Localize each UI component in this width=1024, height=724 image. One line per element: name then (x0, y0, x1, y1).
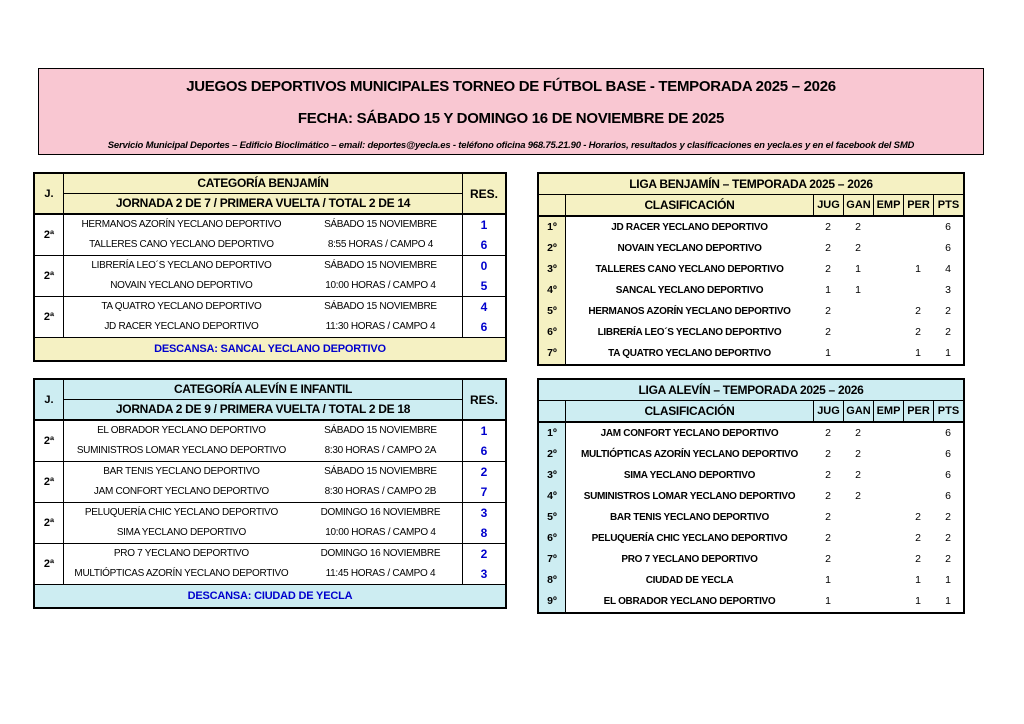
away-team-name: SIMA YECLANO DEPORTIVO (116, 527, 246, 538)
away-team-name: JD RACER YECLANO DEPORTIVO (104, 321, 259, 332)
match-line-away (64, 276, 462, 296)
away-score: 5 (480, 279, 488, 293)
alevin-league-body (539, 423, 963, 612)
alevin-matches-body (35, 421, 505, 585)
stat-per-cell: 1 (915, 595, 921, 607)
stat-gan-cell: 2 (855, 448, 861, 460)
stat-header-jug: JUG (813, 195, 843, 215)
team-name-cell: NOVAIN YECLANO DEPORTIVO (617, 243, 762, 254)
match-jornada-cell: 2ª (35, 421, 64, 461)
match-result (462, 503, 505, 543)
match-table-header (35, 380, 505, 421)
stat-jug-cell: 2 (825, 448, 831, 460)
category-title: CATEGORÍA ALEVÍN E INFANTIL (64, 380, 462, 400)
stat-header-gan: GAN (843, 401, 873, 421)
clasificacion-header: CLASIFICACIÓN (566, 401, 813, 421)
team-name-cell: JAM CONFORT YECLANO DEPORTIVO (600, 428, 779, 439)
stat-jug-cell: 2 (825, 427, 831, 439)
stat-jug-cell: 2 (825, 490, 831, 502)
match-row (35, 215, 505, 256)
stat-per-cell: 1 (915, 263, 921, 275)
match-jornada-cell: 2ª (35, 544, 64, 584)
league-row (539, 591, 963, 612)
stat-pts-cell: 2 (945, 511, 951, 523)
match-time-field: 8:55 HORAS / CAMPO 4 (327, 239, 433, 250)
stat-pts-cell: 2 (945, 305, 951, 317)
match-jornada-cell: 2ª (35, 215, 64, 255)
match-result (462, 215, 505, 255)
match-line-home (64, 256, 462, 276)
away-team-name: NOVAIN YECLANO DEPORTIVO (110, 280, 253, 291)
match-time-field: 10:00 HORAS / CAMPO 4 (325, 527, 436, 538)
away-score: 3 (480, 567, 488, 581)
match-time-field: 11:30 HORAS / CAMPO 4 (325, 321, 436, 332)
stat-jug-cell: 2 (825, 511, 831, 523)
league-table-header (539, 195, 963, 217)
stat-header-pts: PTS (933, 195, 963, 215)
match-line-away (64, 482, 462, 502)
stat-per-cell: 2 (915, 511, 921, 523)
stat-per-cell: 2 (915, 305, 921, 317)
home-score: 1 (480, 424, 488, 438)
stat-emp-cell (873, 465, 903, 486)
match-detail (64, 462, 462, 502)
res-column-header: RES. (462, 380, 505, 419)
match-line-home (64, 544, 462, 564)
stat-gan-cell: 2 (855, 221, 861, 233)
stat-emp-cell (873, 444, 903, 465)
match-time-field: 8:30 HORAS / CAMPO 2B (324, 486, 437, 497)
stat-per-cell: 2 (915, 532, 921, 544)
position-cell: 1º (539, 423, 566, 444)
match-line-home (64, 462, 462, 482)
stat-gan-cell (843, 343, 873, 364)
league-row (539, 280, 963, 301)
stat-jug-cell: 2 (825, 242, 831, 254)
stat-per-cell (903, 217, 933, 238)
stat-header-per: PER (903, 195, 933, 215)
team-name-cell: SIMA YECLANO DEPORTIVO (623, 470, 756, 481)
team-name-cell: EL OBRADOR YECLANO DEPORTIVO (603, 596, 776, 607)
position-column-header (539, 195, 566, 215)
stat-per-cell (903, 423, 933, 444)
home-team-name: BAR TENIS YECLANO DEPORTIVO (103, 466, 260, 477)
stat-jug-cell: 2 (825, 305, 831, 317)
league-row (539, 343, 963, 364)
stat-emp-cell (873, 570, 903, 591)
team-name-cell: TA QUATRO YECLANO DEPORTIVO (608, 348, 771, 359)
away-team-name: MULTIÓPTICAS AZORÍN YECLANO DEPORTIVO (74, 568, 289, 579)
match-time-field: 8:30 HORAS / CAMPO 2A (324, 445, 437, 456)
match-row (35, 462, 505, 503)
position-cell: 5º (539, 301, 566, 322)
away-team-name: SUMINISTROS LOMAR YECLANO DEPORTIVO (76, 445, 286, 456)
stat-pts-cell: 1 (945, 347, 951, 359)
stat-jug-cell: 2 (825, 532, 831, 544)
match-row (35, 297, 505, 338)
stat-gan-cell (843, 301, 873, 322)
jornada-subtitle: JORNADA 2 DE 7 / PRIMERA VUELTA / TOTAL 2 DE 14 (64, 194, 462, 213)
match-row (35, 544, 505, 585)
stat-emp-cell (873, 549, 903, 570)
match-date: SÁBADO 15 NOVIEMBRE (324, 260, 437, 271)
team-name-cell: MULTIÓPTICAS AZORÍN YECLANO DEPORTIVO (580, 449, 799, 460)
stat-per-cell (903, 486, 933, 507)
stat-pts-cell: 3 (945, 284, 951, 296)
position-cell: 7º (539, 549, 566, 570)
stat-gan-cell: 2 (855, 242, 861, 254)
match-jornada-cell: 2ª (35, 256, 64, 296)
jornada-subtitle: JORNADA 2 DE 9 / PRIMERA VUELTA / TOTAL 2 DE 18 (64, 400, 462, 419)
alevin-matches-table (33, 378, 507, 609)
league-row (539, 423, 963, 444)
team-name-cell: SUMINISTROS LOMAR YECLANO DEPORTIVO (583, 491, 796, 502)
match-line-home (64, 421, 462, 441)
match-line-away (64, 564, 462, 584)
match-date: DOMINGO 16 NOVIEMBRE (320, 548, 441, 559)
league-table-header (539, 401, 963, 423)
match-line-home (64, 503, 462, 523)
home-score: 3 (480, 506, 488, 520)
stat-gan-cell (843, 507, 873, 528)
match-date: SÁBADO 15 NOVIEMBRE (324, 466, 437, 477)
stat-per-cell: 2 (915, 553, 921, 565)
stat-per-cell: 2 (915, 326, 921, 338)
home-score: 4 (480, 300, 488, 314)
position-column-header (539, 401, 566, 421)
stat-pts-cell: 6 (945, 490, 951, 502)
stat-pts-cell: 2 (945, 532, 951, 544)
stat-header-emp: EMP (873, 401, 903, 421)
position-cell: 1º (539, 217, 566, 238)
stat-jug-cell: 1 (825, 347, 831, 359)
league-row (539, 549, 963, 570)
match-table-header-center (64, 380, 462, 419)
tournament-title: JUEGOS DEPORTIVOS MUNICIPALES TORNEO DE FÚTBOL BASE - TEMPORADA 2025 – 2026 (186, 78, 836, 95)
stat-header-emp: EMP (873, 195, 903, 215)
benjamin-league-table (537, 172, 965, 366)
stat-emp-cell (873, 322, 903, 343)
league-row (539, 486, 963, 507)
stat-gan-cell (843, 549, 873, 570)
league-row (539, 322, 963, 343)
descansa-note: DESCANSA: SANCAL YECLANO DEPORTIVO (35, 338, 505, 360)
match-date: SÁBADO 15 NOVIEMBRE (324, 425, 437, 436)
stat-pts-cell: 6 (945, 242, 951, 254)
match-detail (64, 215, 462, 255)
stat-jug-cell: 1 (825, 595, 831, 607)
stat-pts-cell: 2 (945, 326, 951, 338)
match-jornada-cell: 2ª (35, 462, 64, 502)
stat-jug-cell: 2 (825, 263, 831, 275)
league-row (539, 217, 963, 238)
match-table-header-center (64, 174, 462, 213)
team-name-cell: LIBRERÍA LEO´S YECLANO DEPORTIVO (597, 327, 782, 338)
match-result (462, 462, 505, 502)
match-line-away (64, 235, 462, 255)
stat-pts-cell: 1 (945, 595, 951, 607)
stat-per-cell: 1 (915, 347, 921, 359)
position-cell: 5º (539, 507, 566, 528)
match-jornada-cell: 2ª (35, 297, 64, 337)
stat-per-cell (903, 465, 933, 486)
stat-emp-cell (873, 591, 903, 612)
match-line-home (64, 297, 462, 317)
stat-pts-cell: 6 (945, 427, 951, 439)
home-team-name: TA QUATRO YECLANO DEPORTIVO (101, 301, 262, 312)
match-detail (64, 297, 462, 337)
stat-jug-cell: 1 (825, 574, 831, 586)
match-result (462, 256, 505, 296)
match-detail (64, 421, 462, 461)
stat-jug-cell: 2 (825, 326, 831, 338)
stat-header-jug: JUG (813, 401, 843, 421)
match-detail (64, 503, 462, 543)
stat-pts-cell: 1 (945, 574, 951, 586)
benjamin-matches-table (33, 172, 507, 362)
stat-pts-cell: 6 (945, 448, 951, 460)
stat-gan-cell (843, 322, 873, 343)
benjamin-matches-body (35, 215, 505, 338)
document-header (38, 68, 984, 155)
stat-gan-cell (843, 591, 873, 612)
league-row (539, 570, 963, 591)
stat-pts-cell: 6 (945, 221, 951, 233)
stat-jug-cell: 2 (825, 469, 831, 481)
stat-per-cell (903, 280, 933, 301)
stat-emp-cell (873, 423, 903, 444)
match-table-header (35, 174, 505, 215)
away-score: 8 (480, 526, 488, 540)
position-cell: 7º (539, 343, 566, 364)
stat-emp-cell (873, 507, 903, 528)
stat-per-cell: 1 (915, 574, 921, 586)
match-row (35, 421, 505, 462)
stat-gan-cell: 2 (855, 427, 861, 439)
match-result (462, 544, 505, 584)
home-score: 2 (480, 547, 488, 561)
stat-header-per: PER (903, 401, 933, 421)
home-score: 0 (480, 259, 488, 273)
league-title: LIGA ALEVÍN – TEMPORADA 2025 – 2026 (539, 380, 963, 401)
stat-emp-cell (873, 486, 903, 507)
match-result (462, 297, 505, 337)
match-time-field: 11:45 HORAS / CAMPO 4 (325, 568, 436, 579)
position-cell: 6º (539, 322, 566, 343)
stat-emp-cell (873, 301, 903, 322)
position-cell: 2º (539, 238, 566, 259)
match-result (462, 421, 505, 461)
home-score: 1 (480, 218, 488, 232)
match-date: SÁBADO 15 NOVIEMBRE (324, 219, 437, 230)
league-row (539, 465, 963, 486)
home-team-name: LIBRERÍA LEO´S YECLANO DEPORTIVO (91, 260, 272, 271)
stat-header-pts: PTS (933, 401, 963, 421)
stat-emp-cell (873, 238, 903, 259)
stat-emp-cell (873, 259, 903, 280)
league-row (539, 259, 963, 280)
stat-per-cell (903, 238, 933, 259)
team-name-cell: PRO 7 YECLANO DEPORTIVO (621, 554, 758, 565)
league-row (539, 238, 963, 259)
home-team-name: PELUQUERÍA CHIC YECLANO DEPORTIVO (84, 507, 278, 518)
match-time-field: 10:00 HORAS / CAMPO 4 (325, 280, 436, 291)
match-detail (64, 256, 462, 296)
stat-pts-cell: 6 (945, 469, 951, 481)
home-team-name: HERMANOS AZORÍN YECLANO DEPORTIVO (81, 219, 282, 230)
team-name-cell: CIUDAD DE YECLA (645, 575, 734, 586)
res-column-header: RES. (462, 174, 505, 213)
descansa-note: DESCANSA: CIUDAD DE YECLA (35, 585, 505, 607)
benjamin-league-body (539, 217, 963, 364)
contact-info-line: Servicio Municipal Deportes – Edificio Bioclimático – email: deportes@yecla.es - teléfono oficina 968.75.21.90 - Horarios, resultados y clasificaciones en yecla.es y en el facebook del SMD (107, 140, 915, 151)
position-cell: 4º (539, 486, 566, 507)
team-name-cell: TALLERES CANO YECLANO DEPORTIVO (595, 264, 784, 275)
stat-gan-cell (843, 570, 873, 591)
league-row (539, 301, 963, 322)
team-name-cell: HERMANOS AZORÍN YECLANO DEPORTIVO (588, 306, 791, 317)
stat-gan-cell: 2 (855, 469, 861, 481)
match-detail (64, 544, 462, 584)
match-jornada-cell: 2ª (35, 503, 64, 543)
home-score: 2 (480, 465, 488, 479)
away-team-name: JAM CONFORT YECLANO DEPORTIVO (93, 486, 269, 497)
position-cell: 9º (539, 591, 566, 612)
team-name-cell: BAR TENIS YECLANO DEPORTIVO (610, 512, 769, 523)
stat-jug-cell: 2 (825, 221, 831, 233)
match-date: SÁBADO 15 NOVIEMBRE (324, 301, 437, 312)
stat-jug-cell: 1 (825, 284, 831, 296)
team-name-cell: JD RACER YECLANO DEPORTIVO (611, 222, 768, 233)
match-line-away (64, 523, 462, 543)
stat-gan-cell: 1 (855, 263, 861, 275)
stat-jug-cell: 2 (825, 553, 831, 565)
match-row (35, 256, 505, 297)
stat-gan-cell (843, 528, 873, 549)
stat-gan-cell: 1 (855, 284, 861, 296)
match-date: DOMINGO 16 NOVIEMBRE (320, 507, 441, 518)
league-title: LIGA BENJAMÍN – TEMPORADA 2025 – 2026 (539, 174, 963, 195)
away-score: 7 (480, 485, 488, 499)
stat-per-cell (903, 444, 933, 465)
category-title: CATEGORÍA BENJAMÍN (64, 174, 462, 194)
date-heading: FECHA: SÁBADO 15 Y DOMINGO 16 DE NOVIEMBRE DE 2025 (297, 110, 725, 127)
jornada-column-header: J. (35, 380, 64, 419)
away-team-name: TALLERES CANO YECLANO DEPORTIVO (89, 239, 274, 250)
stat-emp-cell (873, 343, 903, 364)
alevin-league-table (537, 378, 965, 614)
stat-emp-cell (873, 280, 903, 301)
match-line-away (64, 441, 462, 461)
position-cell: 8º (539, 570, 566, 591)
stat-pts-cell: 2 (945, 553, 951, 565)
clasificacion-header: CLASIFICACIÓN (566, 195, 813, 215)
match-row (35, 503, 505, 544)
stat-header-gan: GAN (843, 195, 873, 215)
league-row (539, 444, 963, 465)
team-name-cell: PELUQUERÍA CHIC YECLANO DEPORTIVO (591, 533, 788, 544)
jornada-column-header: J. (35, 174, 64, 213)
position-cell: 2º (539, 444, 566, 465)
position-cell: 3º (539, 259, 566, 280)
stat-pts-cell: 4 (945, 263, 951, 275)
home-team-name: PRO 7 YECLANO DEPORTIVO (113, 548, 249, 559)
team-name-cell: SANCAL YECLANO DEPORTIVO (615, 285, 764, 296)
position-cell: 4º (539, 280, 566, 301)
stat-gan-cell: 2 (855, 490, 861, 502)
away-score: 6 (480, 444, 488, 458)
stat-emp-cell (873, 528, 903, 549)
match-line-away (64, 317, 462, 337)
home-team-name: EL OBRADOR YECLANO DEPORTIVO (97, 425, 266, 436)
stat-emp-cell (873, 217, 903, 238)
match-line-home (64, 215, 462, 235)
position-cell: 3º (539, 465, 566, 486)
away-score: 6 (480, 238, 488, 252)
position-cell: 6º (539, 528, 566, 549)
league-row (539, 507, 963, 528)
away-score: 6 (480, 320, 488, 334)
league-row (539, 528, 963, 549)
